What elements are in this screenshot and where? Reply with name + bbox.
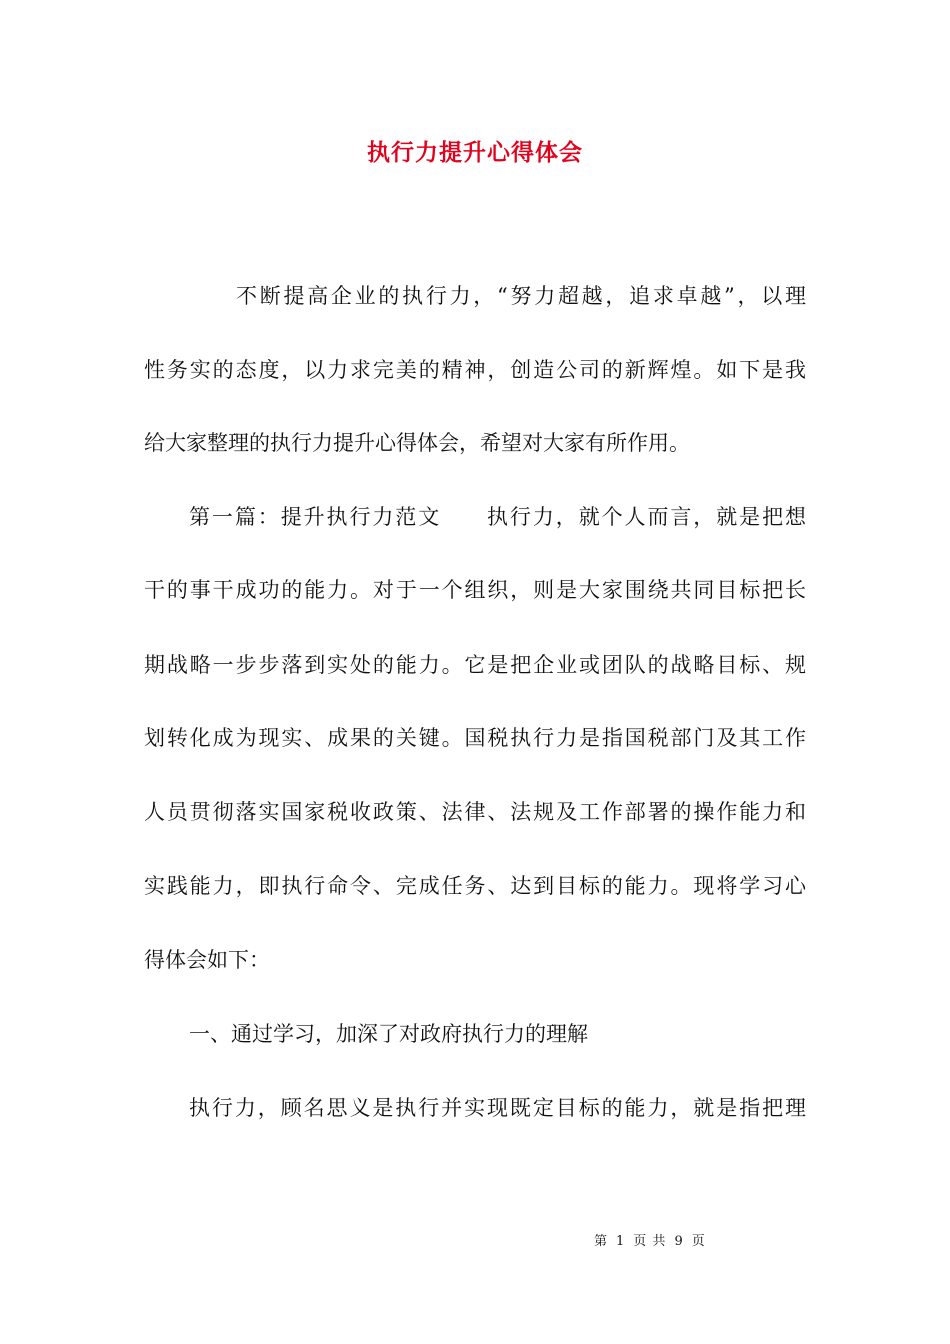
- paragraph-line: 划转化成为现实、成果的关键。国税执行力是指国税部门及其工作: [144, 726, 806, 750]
- paragraph-line: 干的事干成功的能力。对于一个组织，则是大家围绕共同目标把长: [144, 578, 806, 602]
- paragraph-line: 期战略一步步落到实处的能力。它是把企业或团队的战略目标、规: [144, 653, 806, 677]
- total-pages: 9: [674, 1234, 684, 1249]
- paragraph-line: 人员贯彻落实国家税收政策、法律、法规及工作部署的操作能力和: [144, 800, 806, 824]
- section-heading: 一、通过学习，加深了对政府执行力的理解: [189, 1022, 588, 1046]
- page-suffix: 页: [691, 1234, 706, 1249]
- current-page: 1: [616, 1234, 626, 1249]
- paragraph-line: 执行力，顾名思义是执行并实现既定目标的能力，就是指把理: [189, 1096, 806, 1120]
- page-number: [590, 1232, 710, 1252]
- page-prefix: 第: [594, 1234, 609, 1249]
- paragraph-line: 性务实的态度，以力求完美的精神，创造公司的新辉煌。如下是我: [144, 358, 806, 382]
- paragraph-line: 实践能力，即执行命令、完成任务、达到目标的能力。现将学习心: [144, 874, 806, 898]
- paragraph-line: 第一篇：提升执行力范文 执行力，就个人而言，就是把想: [189, 505, 806, 529]
- page-mid: 页 共: [633, 1234, 667, 1249]
- paragraph-line: 给大家整理的执行力提升心得体会，希望对大家有所作用。: [144, 431, 690, 455]
- paragraph-line: 不断提高企业的执行力，“努力超越，追求卓越”，以理: [236, 284, 806, 308]
- paragraph-line: 得体会如下：: [144, 948, 270, 972]
- document-title: 执行力提升心得体会: [367, 139, 583, 166]
